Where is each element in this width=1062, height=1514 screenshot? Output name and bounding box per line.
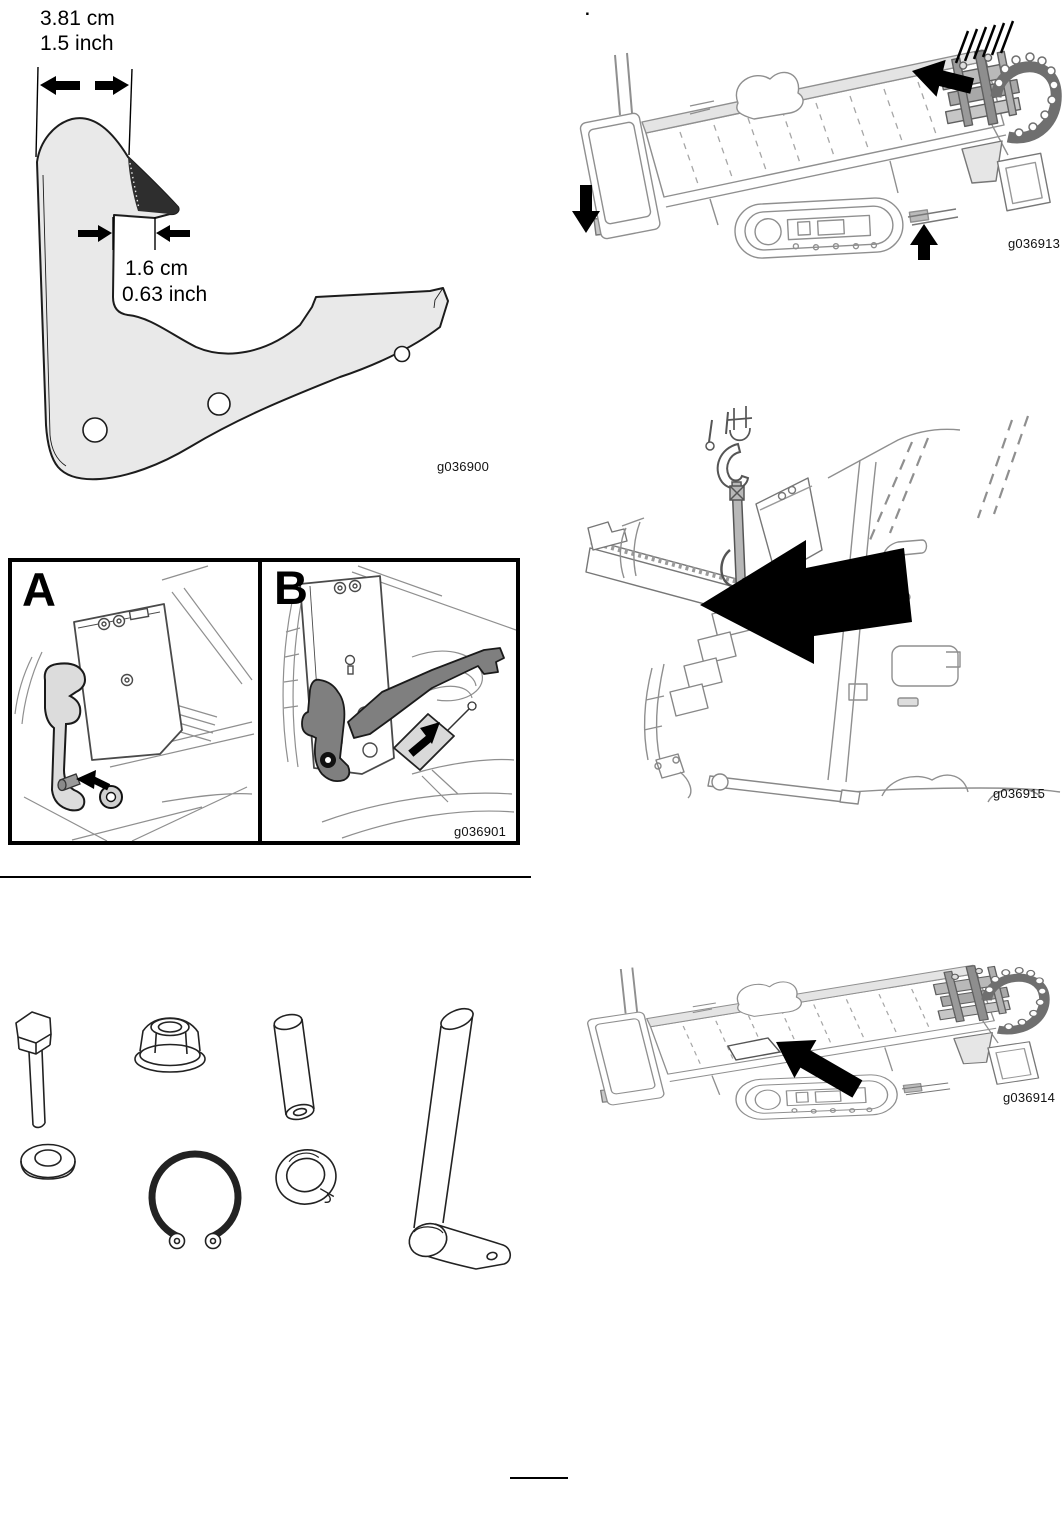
section-divider — [0, 876, 531, 878]
dashed-frame-lines — [870, 416, 1028, 540]
wheel-arch — [882, 775, 968, 796]
arrow-left-icon — [40, 76, 80, 95]
panel-b-label: B — [274, 561, 308, 614]
dimension-top-metric: 3.81 cm — [40, 7, 115, 30]
page-top-mark: . — [585, 0, 590, 19]
tipped-machine-diagram — [560, 5, 1062, 263]
figure-lift-point — [560, 400, 1062, 808]
figure-bracket-notch-dimensions — [10, 5, 520, 483]
bracket-diagram — [10, 5, 520, 483]
figure-code: g036900 — [437, 459, 490, 474]
cab-top-edge — [828, 429, 960, 478]
stabilizer-bar — [708, 776, 846, 802]
lowered-machine-diagram — [560, 930, 1062, 1130]
arrow-right-icon — [95, 76, 129, 95]
flat-washer-illustration — [21, 1145, 75, 1180]
clevis-pin-illustration — [405, 1005, 511, 1269]
figure-hardware-parts — [10, 985, 520, 1290]
hex-bolt-illustration — [16, 1012, 51, 1127]
insert-arrow-icon — [76, 770, 110, 790]
bracket-hole-small — [395, 347, 410, 362]
lower-linkage — [644, 664, 664, 760]
mount-plate — [300, 576, 394, 774]
spacer-tube-illustration — [273, 1012, 315, 1122]
panel-a-label: A — [22, 563, 56, 616]
figure-machine-lowered — [560, 930, 1062, 1130]
figure-machine-tipped — [560, 5, 1062, 263]
arrow-left-icon — [156, 225, 190, 242]
split-bushing-illustration — [272, 1145, 341, 1210]
snap-ring-illustration — [152, 1154, 238, 1248]
figure-code: g036915 — [993, 786, 1046, 801]
figure-code: g036914 — [1003, 1090, 1056, 1105]
flange-lock-nut-illustration — [135, 1018, 205, 1072]
crane-hook-assembly — [706, 406, 752, 488]
bracket-hole-large — [83, 418, 107, 442]
figure-install-panels — [8, 558, 520, 845]
bracket-hole-medium — [208, 393, 230, 415]
figure-code: g036913 — [1008, 236, 1061, 251]
hardware-diagram — [10, 985, 520, 1290]
dimension-notch-imperial: 0.63 inch — [122, 283, 208, 306]
up-arrow-icon — [910, 224, 938, 260]
dimension-top-imperial: 1.5 inch — [40, 32, 114, 55]
footer-rule — [510, 1477, 568, 1479]
lift-diagram — [560, 400, 1062, 808]
spring-pin — [448, 708, 470, 730]
figure-code: g036901 — [453, 824, 506, 839]
dimension-notch-metric: 1.6 cm — [125, 257, 189, 280]
